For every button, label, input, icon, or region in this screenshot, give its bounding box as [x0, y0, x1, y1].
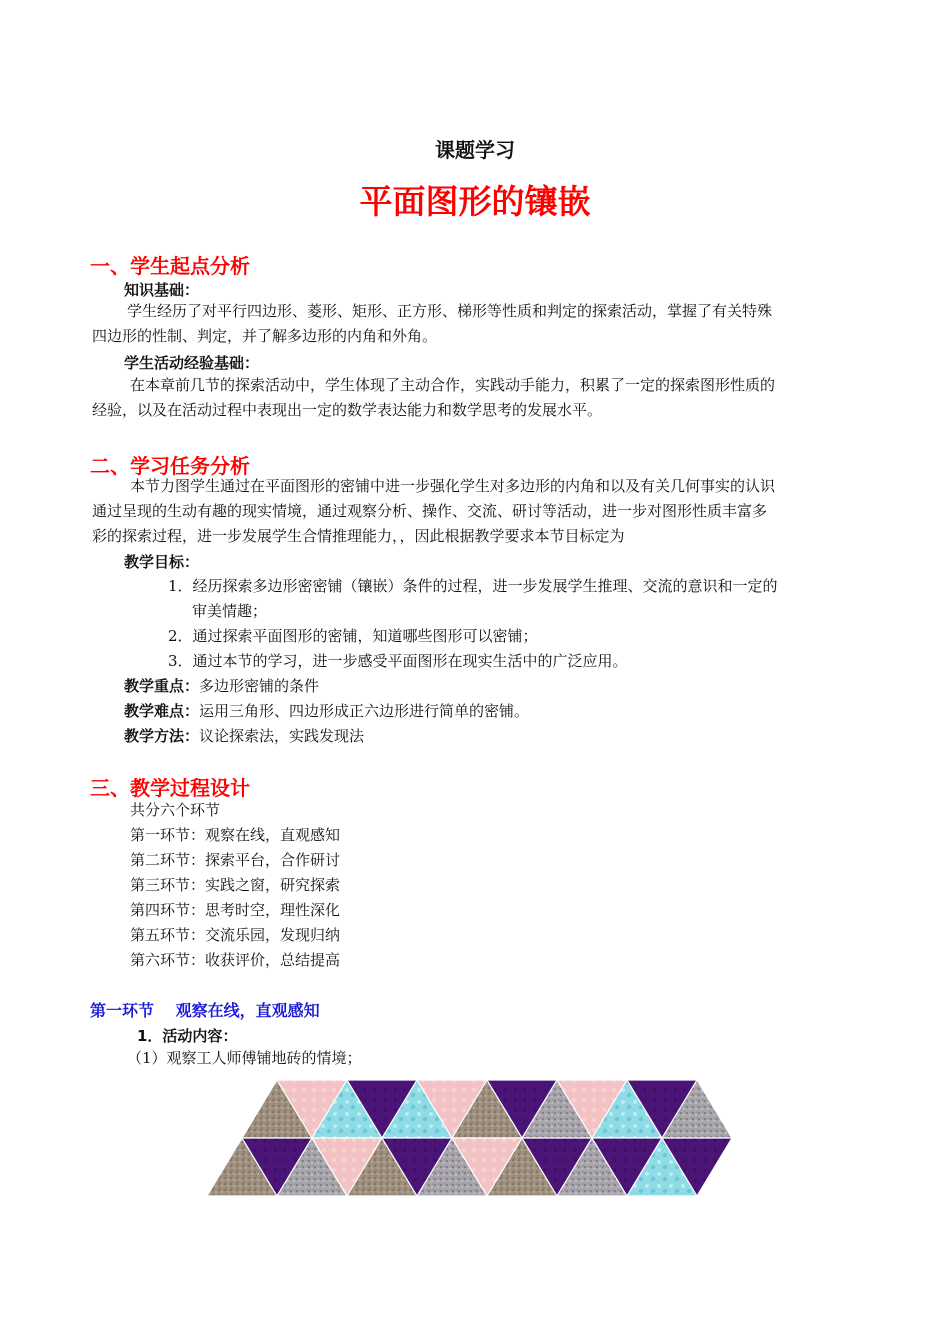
- teaching-method: [124, 724, 364, 749]
- experience-label: 学生活动经验基础：: [124, 354, 260, 372]
- document-kicker: 课题学习: [435, 138, 515, 162]
- focus-text: 多边形密铺的条件: [199, 677, 320, 695]
- stage-list-item: 第五环节：交流乐园，发现归纳: [130, 926, 341, 944]
- knowledge-text-line: 四边形的性制、判定，并了解多边形的内角和外角。: [92, 327, 438, 345]
- focus-label: 教学重点：: [124, 677, 200, 695]
- goals-label: 教学目标：: [124, 553, 200, 571]
- stage-list-item: 共分六个环节: [130, 801, 221, 819]
- method-text: 议论探索法，实践发现法: [199, 727, 365, 745]
- stage-list-item: 第一环节：观察在线，直观感知: [130, 826, 341, 844]
- goal-item-1-continued: 审美情趣；: [192, 602, 268, 620]
- section-heading-task-analysis: 二、学习任务分析: [90, 454, 250, 478]
- stage1-heading: 第一环节 观察在线，直观感知: [90, 1001, 320, 1020]
- stage-list-item: 第四环节：思考时空，理性深化: [130, 901, 341, 919]
- stage-list-item: 第二环节：探索平台，合作研讨: [130, 851, 341, 869]
- difficulty-text: 运用三角形、四边形成正六边形进行简单的密铺。: [199, 702, 530, 720]
- goal-item-2: 2．通过探索平面图形的密铺，知道哪些图形可以密铺；: [168, 627, 538, 645]
- teaching-difficulty: [124, 699, 529, 724]
- method-label: 教学方法：: [124, 727, 200, 745]
- knowledge-text-line: 学生经历了对平行四边形、菱形、矩形、正方形、梯形等性质和判定的探索活动，掌握了有关特殊: [127, 302, 773, 320]
- goal-item-3: 3．通过本节的学习，进一步感受平面图形在现实生活中的广泛应用。: [168, 652, 628, 670]
- document-title: 平面图形的镶嵌: [359, 182, 591, 221]
- experience-text-line: 在本章前几节的探索活动中，学生体现了主动合作，实践动手能力，积累了一定的探索图形性质的: [130, 376, 776, 394]
- difficulty-label: 教学难点：: [124, 702, 200, 720]
- task-intro-line: 通过呈现的生动有趣的现实情境，通过观察分析、操作、交流、研讨等活动，进一步对图形性质丰富多: [92, 502, 768, 520]
- activity-content-label: 1．活动内容：: [137, 1027, 238, 1045]
- section-heading-student-analysis: 一、学生起点分析: [90, 254, 250, 278]
- task-intro-line: 彩的探索过程，进一步发展学生合情推理能力，，因此根据教学要求本节目标定为: [92, 527, 625, 545]
- activity-item-1: （1）观察工人师傅铺地砖的情境；: [127, 1049, 362, 1067]
- section-heading-process-design: 三、教学过程设计: [90, 776, 250, 800]
- floor-tile-illustration: [200, 1075, 740, 1214]
- experience-text-line: 经验，以及在活动过程中表现出一定的数学表达能力和数学思考的发展水平。: [92, 401, 603, 419]
- goal-item-1: 1．经历探索多边形密密铺（镶嵌）条件的过程，进一步发展学生推理、交流的意识和一定的: [168, 577, 778, 595]
- teaching-focus: [124, 674, 319, 699]
- stage-list-item: 第三环节：实践之窗，研究探索: [130, 876, 341, 894]
- task-intro-line: 本节力图学生通过在平面图形的密铺中进一步强化学生对多边形的内角和以及有关几何事实的认识: [130, 477, 776, 495]
- triangle-tiling: [200, 1075, 740, 1210]
- stage-list-item: 第六环节：收获评价，总结提高: [130, 951, 341, 969]
- knowledge-label: 知识基础：: [124, 281, 200, 299]
